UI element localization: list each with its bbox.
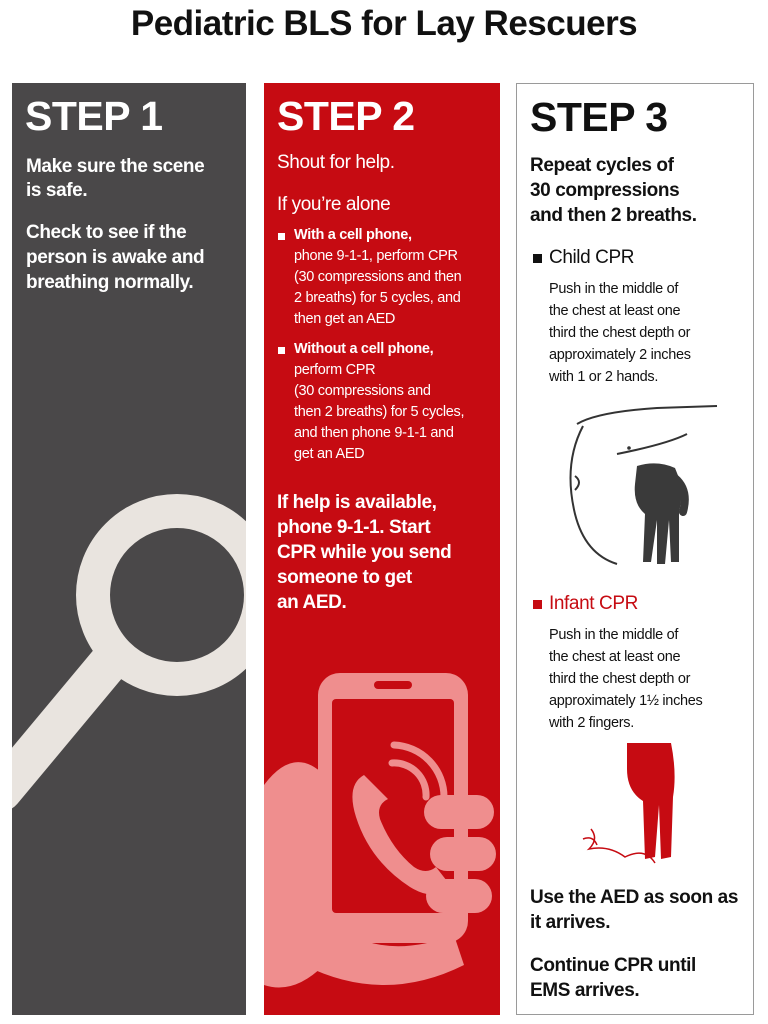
step1-panel [12, 83, 246, 1015]
step1-safe-line2: is safe. [26, 180, 88, 201]
step2-help-line2: phone 9-1-1. Start [277, 517, 431, 538]
step3-repeat-line1: Repeat cycles of [530, 155, 674, 176]
step3-repeat-line2: 30 compressions [530, 180, 680, 201]
continue-line1: Continue CPR until [530, 955, 696, 976]
page-title: Pediatric BLS for Lay Rescuers [130, 4, 638, 43]
step2-b2-line2: perform CPR [294, 362, 376, 378]
step1-safe-line1: Make sure the scene [26, 156, 205, 177]
two-finger-icon [577, 739, 697, 879]
step2-b2-line5: and then phone 9-1-1 and [294, 425, 454, 441]
step2-b2-line1: Without a cell phone, [294, 341, 434, 357]
step2-help-line4: someone to get [277, 567, 412, 588]
infant-line3: third the chest depth or [549, 671, 691, 687]
infant-line5: with 2 fingers. [549, 715, 634, 731]
step2-alone-heading: If you’re alone [277, 194, 391, 215]
step2-b1-line3: (30 compressions and then [294, 269, 462, 285]
step2-b1-line2: phone 9-1-1, perform CPR [294, 248, 458, 264]
bullet-icon [278, 233, 285, 240]
step2-help-line1: If help is available, [277, 492, 437, 513]
step1-check-line1: Check to see if the [26, 222, 187, 243]
child-line1: Push in the middle of [549, 281, 679, 297]
step3-heading: STEP 3 [530, 94, 668, 140]
child-line2: the chest at least one [549, 303, 681, 319]
step2-b2-line3: (30 compressions and [294, 383, 431, 399]
child-cpr-label: Child CPR [549, 247, 635, 268]
magnifier-icon [12, 473, 246, 853]
step1-check-line2: person is awake and [26, 247, 205, 268]
step1-heading: STEP 1 [25, 93, 163, 139]
continue-line2: EMS arrives. [530, 980, 640, 1001]
infant-line1: Push in the middle of [549, 627, 679, 643]
hand-on-chest-icon [557, 394, 737, 584]
step2-b2-line4: then 2 breaths) for 5 cycles, [294, 404, 465, 420]
step2-b1-line1: With a cell phone, [294, 227, 412, 243]
step2-help-line5: an AED. [277, 592, 347, 613]
bullet-icon [533, 600, 542, 609]
step2-shout: Shout for help. [277, 152, 395, 173]
infant-cpr-label: Infant CPR [549, 593, 638, 614]
step2-panel [264, 83, 500, 1015]
step2-heading: STEP 2 [277, 93, 415, 139]
infant-line4: approximately 1½ inches [549, 693, 703, 709]
step2-b1-line4: 2 breaths) for 5 cycles, and [294, 290, 461, 306]
child-line3: third the chest depth or [549, 325, 691, 341]
step2-b2-line6: get an AED [294, 446, 365, 462]
phone-in-hand-icon [264, 665, 500, 1015]
step3-panel [516, 83, 754, 1015]
child-line5: with 1 or 2 hands. [549, 369, 659, 385]
infant-line2: the chest at least one [549, 649, 681, 665]
step1-check-line3: breathing normally. [26, 272, 194, 293]
step2-help-line3: CPR while you send [277, 542, 452, 563]
bullet-icon [278, 347, 285, 354]
bullet-icon [533, 254, 542, 263]
aed-line2: it arrives. [530, 912, 611, 933]
child-line4: approximately 2 inches [549, 347, 691, 363]
aed-line1: Use the AED as soon as [530, 887, 739, 908]
step2-b1-line5: then get an AED [294, 311, 396, 327]
step3-repeat-line3: and then 2 breaths. [530, 205, 697, 226]
